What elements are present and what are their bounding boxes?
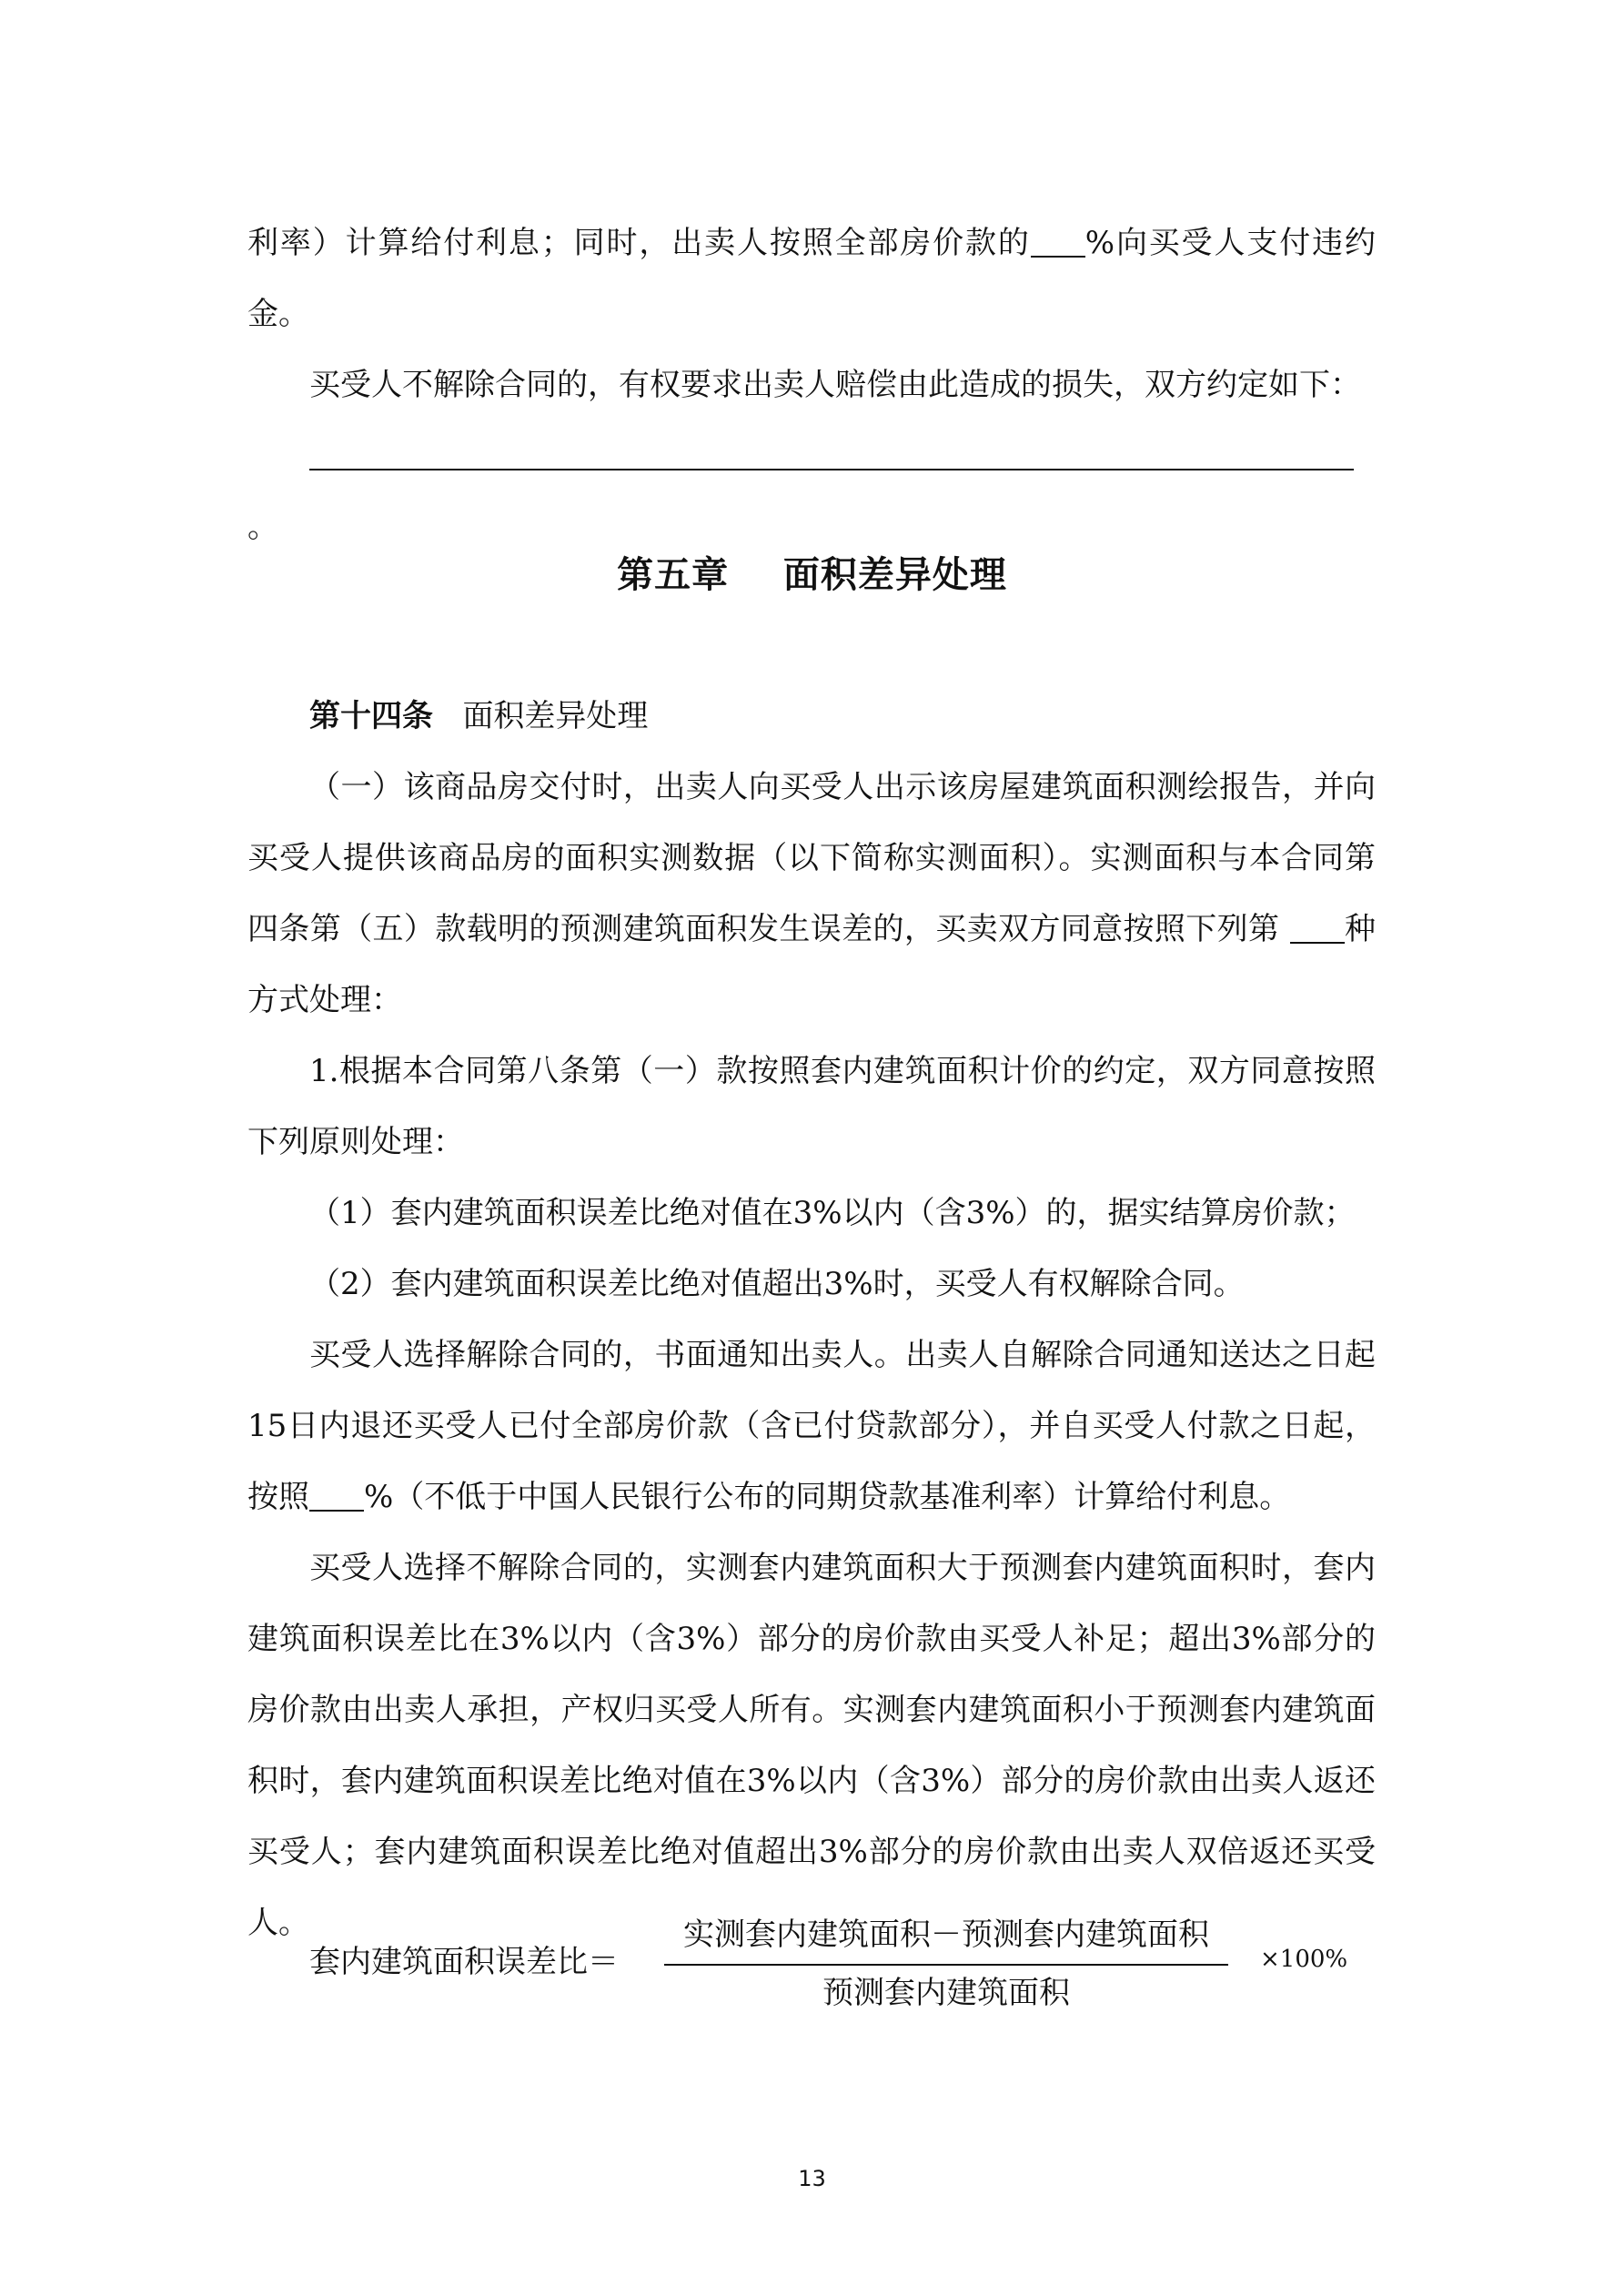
agreement-end-mark: 。: [247, 509, 278, 545]
formula-fraction: [664, 1911, 1228, 2020]
article-title: 面积差异处理: [462, 698, 649, 734]
intro-paragraph-1: [247, 207, 1376, 349]
agreement-blank-line[interactable]: [309, 438, 1354, 470]
percent-blank[interactable]: [1031, 225, 1085, 258]
intro-text-1: 利率）计算给付利息；同时，出卖人按照全部房价款的: [247, 225, 1031, 261]
article-number: 第十四条: [309, 698, 433, 734]
intro-paragraph-2: 买受人不解除合同的，有权要求出卖人赔偿由此造成的损失，双方约定如下：: [309, 367, 1361, 403]
intro-paragraph-3: [247, 420, 1376, 562]
interest-rate-blank[interactable]: [309, 1479, 364, 1512]
page-number: 13: [798, 2166, 826, 2191]
formula-denominator: 预测套内建筑面积: [822, 1975, 1070, 2011]
chapter-title: 面积差异处理: [782, 553, 1007, 596]
intro-text-2: %向买受人支付违约金。: [247, 225, 1376, 332]
body-paragraph-6: 买受人选择不解除合同的，实测套内建筑面积大于预测套内建筑面积时，套内建筑面积误差比在3%以内（含3%）部分的房价款由买受人补足；超出3%部分的房价款由出卖人承担，产权归买受人所有。实测套内建筑面积小于预测套内建筑面积时，套内建筑面积误差比绝对值在3%以内（含3%）部分的房价款由出卖人返还买受人；套内建筑面积误差比绝对值超出3%部分的房价款由出卖人双倍返还买受人。: [247, 1550, 1376, 1941]
method-blank[interactable]: [1290, 911, 1345, 944]
body-p5-text: 买受人选择解除合同的，书面通知出卖人。出卖人自解除合同通知送达之日起15日内退还买受人已付全部房价款（含已付贷款部分），并自买受人付款之日起，按照: [247, 1337, 1376, 1515]
body-p1-text: （一）该商品房交付时，出卖人向买受人出示该房屋建筑面积测绘报告，并向买受人提供该商品房的面积实测数据（以下简称实测面积）。实测面积与本合同第四条第（五）款载明的预测建筑面积发生误差的，买卖双方同意按照下列第: [247, 769, 1376, 947]
formula-multiplier: ×100%: [1260, 1946, 1348, 1973]
formula-numerator: 实测套内建筑面积－预测套内建筑面积: [664, 1911, 1228, 1966]
body-paragraph-5: [247, 1320, 1376, 1532]
intro-section: [247, 207, 1376, 562]
chapter-heading: [0, 546, 1624, 598]
article-heading: [247, 681, 1376, 752]
body-paragraph-3: （1）套内建筑面积误差比绝对值在3%以内（含3%）的，据实结算房价款；: [309, 1195, 1356, 1231]
body-p1-end: 种方式处理：: [247, 911, 1377, 1018]
body-paragraph-2: 1.根据本合同第八条第（一）款按照套内建筑面积计价的约定，双方同意按照下列原则处理：: [247, 1053, 1376, 1160]
formula-lhs: 套内建筑面积误差比＝: [309, 1944, 619, 1980]
body-paragraph-4: （2）套内建筑面积误差比绝对值超出3%时，买受人有权解除合同。: [309, 1266, 1245, 1302]
chapter-number: 第五章: [617, 553, 730, 596]
article-14: [247, 681, 1376, 1958]
body-p5-end: %（不低于中国人民银行公布的同期贷款基准利率）计算给付利息。: [364, 1479, 1291, 1515]
body-paragraph-1: [247, 752, 1376, 1036]
